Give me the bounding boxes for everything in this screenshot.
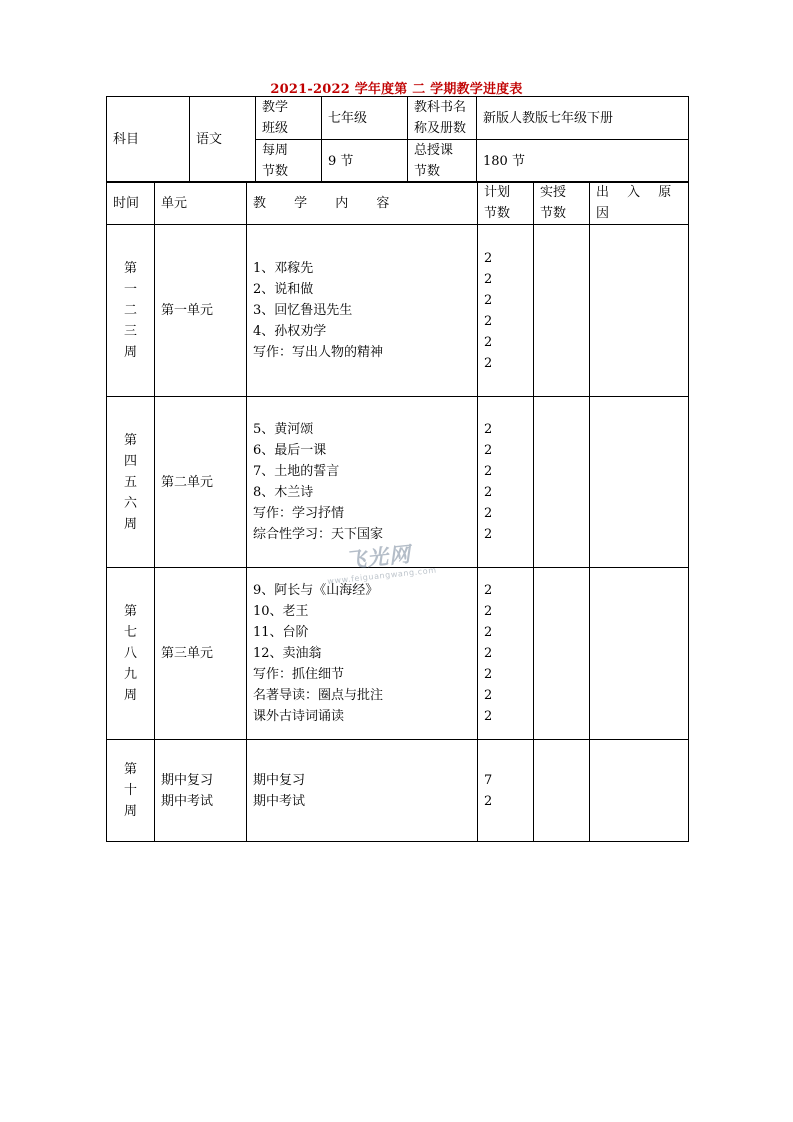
watermark-logo-text: 飞光网 (344, 542, 413, 573)
total-label-line: 节数 (414, 164, 441, 179)
planned-count: 2 (484, 709, 493, 724)
planned-count: 2 (484, 334, 493, 350)
unit-cell (155, 397, 247, 568)
header-time: 时间 (107, 182, 155, 225)
week-char: 周 (123, 804, 137, 819)
week-char: 第 (123, 261, 137, 276)
planned-count: 2 (484, 646, 493, 661)
planned-count: 2 (484, 506, 493, 521)
lesson-item: 1、邓稼先 (253, 261, 314, 276)
planned-count: 2 (484, 793, 493, 809)
unit-name: 期中复习 (161, 772, 214, 788)
weekly-label (256, 140, 322, 183)
lesson-item: 写作：学习抒情 (253, 506, 345, 521)
planned-count: 2 (484, 583, 493, 598)
lesson-item: 写作：抓住细节 (253, 667, 345, 682)
subject-value: 语文 (190, 97, 256, 183)
reason-cell (590, 225, 689, 397)
lesson-item: 综合性学习：天下国家 (253, 527, 384, 542)
lesson-item: 名著导读：圈点与批注 (253, 688, 384, 703)
lesson-item: 期中复习 (253, 772, 306, 788)
planned-count: 2 (484, 443, 493, 458)
class-label-line: 教学 (262, 100, 289, 115)
week-char: 第 (123, 604, 137, 619)
week-char: 二 (123, 303, 137, 318)
content-cell (247, 225, 478, 397)
unit-name: 第二单元 (161, 474, 214, 490)
total-label (408, 140, 477, 183)
week-char: 周 (123, 345, 137, 360)
header-actual-line: 实授 (540, 185, 567, 200)
week-char: 十 (123, 783, 137, 798)
week-char: 九 (123, 667, 137, 682)
weekly-value: 9 节 (322, 140, 408, 183)
lesson-item: 10、老王 (253, 604, 309, 619)
unit-cell (155, 225, 247, 397)
planned-cell (478, 740, 534, 842)
week-cell (107, 740, 155, 842)
planned-cell (478, 225, 534, 397)
planned-count: 2 (484, 355, 493, 371)
week-char: 周 (123, 516, 137, 532)
actual-cell (534, 225, 590, 397)
table-row (107, 568, 689, 740)
header-content: 教 学 内 容 (247, 182, 478, 225)
info-table (106, 96, 689, 183)
lesson-item: 写作：写出人物的精神 (253, 345, 384, 360)
unit-name: 期中考试 (161, 793, 214, 809)
class-label-line: 班级 (262, 121, 289, 136)
planned-count: 7 (484, 772, 493, 788)
planned-count: 2 (484, 625, 493, 640)
lesson-item: 2、说和做 (253, 282, 314, 297)
week-char: 周 (123, 688, 137, 703)
lesson-item: 12、卖油翁 (253, 646, 322, 661)
reason-cell (590, 568, 689, 740)
header-planned-line: 节数 (484, 206, 511, 221)
book-label-line: 教科书名 (414, 100, 467, 115)
book-value: 新版人教版七年级下册 (477, 97, 689, 140)
class-label (256, 97, 322, 140)
week-char: 第 (123, 762, 137, 777)
actual-cell (534, 397, 590, 568)
content-cell (247, 740, 478, 842)
week-cell (107, 568, 155, 740)
watermark-url: www.feiguangwang.com (326, 565, 438, 586)
total-value: 180 节 (477, 140, 689, 183)
lesson-item: 3、回忆鲁迅先生 (253, 303, 353, 318)
lesson-item: 9、阿长与《山海经》 (253, 583, 379, 598)
weekly-label-line: 每周 (262, 143, 289, 158)
planned-count: 2 (484, 464, 493, 479)
week-char: 一 (123, 282, 137, 297)
lesson-item: 7、土地的誓言 (253, 464, 340, 479)
header-actual-line: 节数 (540, 206, 567, 221)
header-actual (534, 182, 590, 225)
week-char: 八 (123, 646, 137, 661)
book-label (408, 97, 477, 140)
lesson-item: 8、木兰诗 (253, 485, 314, 500)
week-char: 五 (123, 474, 137, 490)
lesson-item: 11、台阶 (253, 625, 309, 640)
header-row (107, 182, 689, 225)
week-cell (107, 397, 155, 568)
planned-count: 2 (484, 313, 493, 329)
actual-cell (534, 568, 590, 740)
planned-cell (478, 568, 534, 740)
header-reason: 出 入 原 因 (590, 182, 689, 225)
schedule-table (106, 181, 689, 842)
week-char: 四 (123, 453, 137, 469)
planned-count: 2 (484, 485, 493, 500)
planned-count: 2 (484, 667, 493, 682)
subject-label: 科目 (107, 97, 190, 183)
total-label-line: 总授课 (414, 143, 454, 158)
class-value: 七年级 (322, 97, 408, 140)
week-char: 七 (123, 625, 137, 640)
table-row (107, 225, 689, 397)
planned-count: 2 (484, 271, 493, 287)
week-cell (107, 225, 155, 397)
week-char: 三 (123, 324, 137, 339)
week-char: 第 (123, 432, 137, 448)
page-title: 2021-2022 学年度第 二 学期教学进度表 (270, 82, 523, 97)
header-unit: 单元 (155, 182, 247, 225)
lesson-item: 课外古诗词诵读 (253, 709, 345, 724)
week-char: 六 (123, 495, 137, 511)
reason-cell (590, 397, 689, 568)
reason-cell (590, 740, 689, 842)
actual-cell (534, 740, 590, 842)
unit-cell (155, 740, 247, 842)
table-row (107, 740, 689, 842)
planned-count: 2 (484, 250, 493, 266)
header-planned (478, 182, 534, 225)
planned-cell (478, 397, 534, 568)
header-planned-line: 计划 (484, 185, 511, 200)
planned-count: 2 (484, 688, 493, 703)
lesson-item: 6、最后一课 (253, 443, 327, 458)
planned-count: 2 (484, 527, 493, 542)
unit-name: 第一单元 (161, 303, 214, 318)
unit-cell (155, 568, 247, 740)
planned-count: 2 (484, 422, 493, 437)
planned-count: 2 (484, 292, 493, 308)
lesson-item: 4、孙权劝学 (253, 324, 327, 339)
lesson-item: 期中考试 (253, 793, 306, 809)
lesson-item: 5、黄河颂 (253, 422, 314, 437)
book-label-line: 称及册数 (414, 121, 467, 136)
planned-count: 2 (484, 604, 493, 619)
unit-name: 第三单元 (161, 646, 214, 661)
weekly-label-line: 节数 (262, 164, 289, 179)
